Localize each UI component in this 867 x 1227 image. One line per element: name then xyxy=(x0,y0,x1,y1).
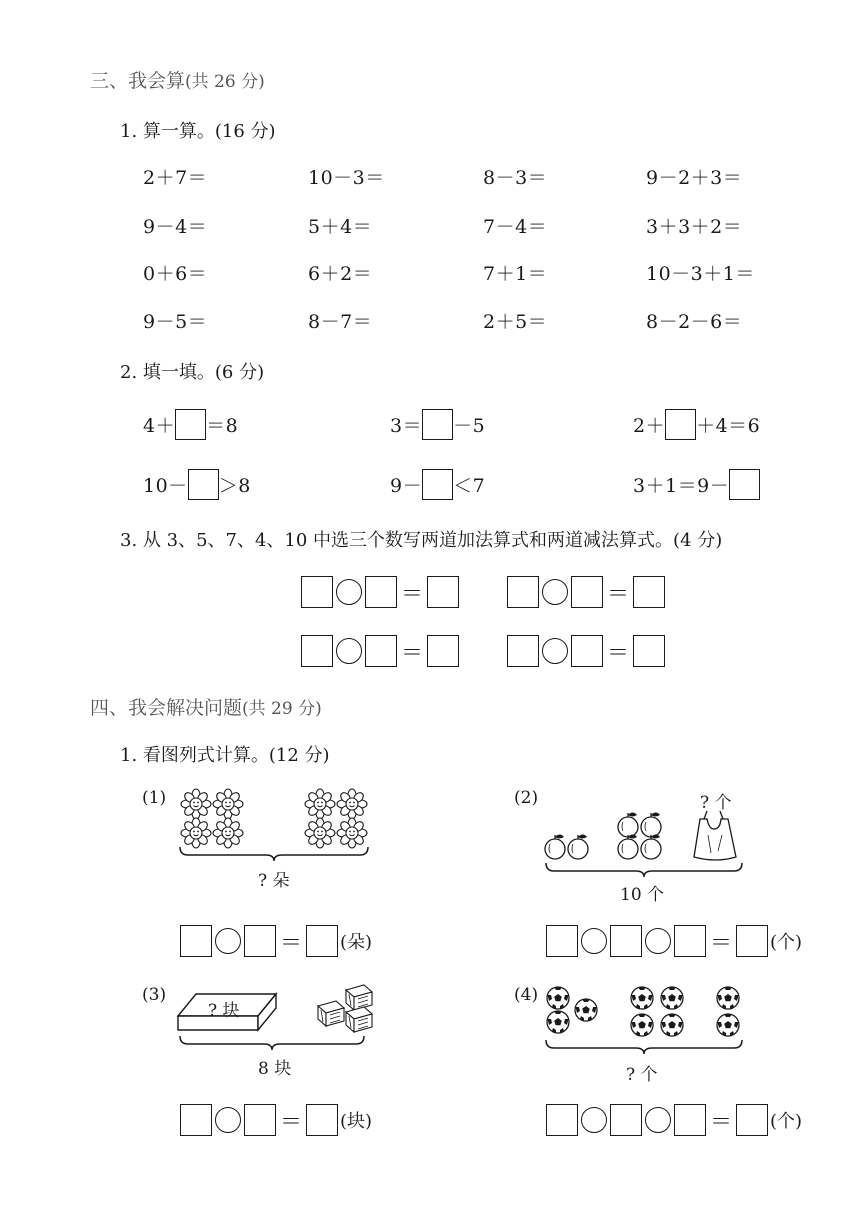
calc-problem: 9－5＝ xyxy=(143,311,208,333)
calc-problem: 10－3＋1＝ xyxy=(646,263,755,285)
answer-box[interactable] xyxy=(610,1104,642,1136)
apple-icon xyxy=(618,813,638,838)
balls-question-label: ? 个 xyxy=(626,1065,658,1085)
answer-box[interactable] xyxy=(546,1104,578,1136)
fill-item-pre: 3＝ xyxy=(390,415,423,437)
answer-box[interactable] xyxy=(729,469,760,500)
fill-item-post: ＜7 xyxy=(453,475,486,497)
problem-4-label: (4) xyxy=(514,985,539,1005)
calc-problem: 0＋6＝ xyxy=(143,263,208,285)
brace-icon xyxy=(180,847,368,861)
answer-box[interactable] xyxy=(306,925,338,957)
answer-box[interactable] xyxy=(244,1104,276,1136)
fill-item-post: ＞8 xyxy=(218,475,251,497)
q3-equation-3 xyxy=(301,635,459,667)
soccer-ball-icon xyxy=(547,1011,569,1033)
soccer-ball-icon xyxy=(661,987,683,1009)
problem-2-label: (2) xyxy=(514,788,539,808)
equals-sign: ＝ xyxy=(710,1109,733,1135)
s3-q3-title: 3. 从 3、5、7、4、10 中选三个数写两道加法算式和两道减法算式。(4 分) xyxy=(120,530,723,551)
fill-item-post: ＋4＝6 xyxy=(696,415,761,437)
fill-item-post: ＝8 xyxy=(206,415,239,437)
apples-total-label: 10 个 xyxy=(620,885,665,905)
unit-label: (块) xyxy=(340,1111,373,1132)
answer-box[interactable] xyxy=(674,1104,706,1136)
flower-icon xyxy=(213,789,243,819)
balls-illustration xyxy=(536,980,756,1060)
apple-icon xyxy=(641,813,661,838)
answer-box[interactable] xyxy=(422,409,453,440)
equals-sign: ＝ xyxy=(607,581,630,607)
answer-box[interactable] xyxy=(633,576,665,608)
flower-icon xyxy=(305,818,335,848)
answer-box[interactable] xyxy=(736,1104,768,1136)
operator-circle[interactable] xyxy=(542,638,568,664)
unit-label: (朵) xyxy=(340,932,373,953)
s3-q2-title: 2. 填一填。(6 分) xyxy=(120,362,265,383)
soccer-ball-icon xyxy=(575,999,597,1021)
problem-3-label: (3) xyxy=(142,985,167,1005)
operator-circle[interactable] xyxy=(645,1107,671,1133)
apples-illustration xyxy=(536,805,756,885)
answer-box[interactable] xyxy=(175,409,206,440)
brace-icon xyxy=(180,1036,364,1050)
apple-icon xyxy=(545,835,565,860)
calc-problem: 8－2－6＝ xyxy=(646,311,743,333)
calc-problem: 6＋2＝ xyxy=(308,263,373,285)
block-question-label: ? 块 xyxy=(208,1001,240,1021)
fill-item-pre: 3＋1＝9－ xyxy=(633,475,730,497)
section4-title: 四、我会解决问题 xyxy=(90,697,243,719)
problem-1-label: (1) xyxy=(142,788,167,808)
s3-q1-title: 1. 算一算。(16 分) xyxy=(120,121,276,142)
calc-problem: 9－2＋3＝ xyxy=(646,167,743,189)
cube-icon xyxy=(346,1007,372,1032)
apple-icon xyxy=(618,835,638,860)
answer-box[interactable] xyxy=(736,925,768,957)
operator-circle[interactable] xyxy=(581,1107,607,1133)
operator-circle[interactable] xyxy=(215,928,241,954)
calc-problem: 2＋7＝ xyxy=(143,167,208,189)
section3-score: (共 26 分) xyxy=(185,72,265,92)
q3-equation-1 xyxy=(301,576,459,608)
answer-box[interactable] xyxy=(546,925,578,957)
soccer-ball-icon xyxy=(717,987,739,1009)
soccer-ball-icon xyxy=(631,1014,653,1036)
calc-problem: 8－7＝ xyxy=(308,311,373,333)
operator-circle[interactable] xyxy=(645,928,671,954)
fill-item-3 xyxy=(633,409,760,440)
soccer-ball-icon xyxy=(717,1014,739,1036)
brace-icon xyxy=(546,863,742,877)
answer-box[interactable] xyxy=(427,576,459,608)
p4-answer-row xyxy=(546,1104,802,1136)
calc-problem: 7＋1＝ xyxy=(483,263,548,285)
operator-circle[interactable] xyxy=(336,638,362,664)
cube-icon xyxy=(318,1001,344,1026)
answer-box[interactable] xyxy=(306,1104,338,1136)
calc-problem: 3＋3＋2＝ xyxy=(646,216,743,238)
apple-icon xyxy=(641,835,661,860)
answer-box[interactable] xyxy=(571,576,603,608)
calc-problem: 2＋5＝ xyxy=(483,311,548,333)
answer-box[interactable] xyxy=(571,635,603,667)
bag-icon xyxy=(694,811,736,860)
operator-circle[interactable] xyxy=(215,1107,241,1133)
answer-box[interactable] xyxy=(188,469,219,500)
answer-box[interactable] xyxy=(633,635,665,667)
calc-problem: 5＋4＝ xyxy=(308,216,373,238)
s4-q1-title: 1. 看图列式计算。(12 分) xyxy=(120,745,330,766)
flowers-question-label: ? 朵 xyxy=(258,871,290,891)
answer-box[interactable] xyxy=(180,1104,212,1136)
answer-box[interactable] xyxy=(301,635,333,667)
unit-label: (个) xyxy=(770,1111,803,1132)
soccer-ball-icon xyxy=(547,987,569,1009)
answer-box[interactable] xyxy=(507,576,539,608)
fill-item-2 xyxy=(390,409,485,440)
flower-icon xyxy=(305,789,335,819)
answer-box[interactable] xyxy=(422,469,453,500)
operator-circle[interactable] xyxy=(336,579,362,605)
answer-box[interactable] xyxy=(674,925,706,957)
fill-item-5 xyxy=(390,469,485,500)
q3-equation-2 xyxy=(507,576,665,608)
fill-item-6 xyxy=(633,469,760,500)
soccer-ball-icon xyxy=(661,1014,683,1036)
blocks-illustration xyxy=(170,982,390,1054)
flower-icon xyxy=(213,818,243,848)
equals-sign: ＝ xyxy=(401,581,424,607)
section4-score: (共 29 分) xyxy=(242,699,322,719)
answer-box[interactable] xyxy=(244,925,276,957)
answer-box[interactable] xyxy=(665,409,696,440)
equals-sign: ＝ xyxy=(607,640,630,666)
cube-icon xyxy=(346,985,372,1010)
blocks-total-label: 8 块 xyxy=(258,1059,292,1079)
bag-question-label: ? 个 xyxy=(700,793,732,813)
operator-circle[interactable] xyxy=(581,928,607,954)
equals-sign: ＝ xyxy=(280,1109,303,1135)
fill-item-1 xyxy=(143,409,238,440)
soccer-ball-icon xyxy=(631,987,653,1009)
equals-sign: ＝ xyxy=(280,930,303,956)
answer-box[interactable] xyxy=(507,635,539,667)
q3-equation-4 xyxy=(507,635,665,667)
flower-icon xyxy=(181,818,211,848)
operator-circle[interactable] xyxy=(542,579,568,605)
answer-box[interactable] xyxy=(365,576,397,608)
answer-box[interactable] xyxy=(427,635,459,667)
flower-icon xyxy=(181,789,211,819)
fill-item-pre: 9－ xyxy=(390,475,423,497)
p1-answer-row xyxy=(180,925,372,957)
calc-problem: 10－3＝ xyxy=(308,167,385,189)
calc-problem: 9－4＝ xyxy=(143,216,208,238)
fill-item-pre: 4＋ xyxy=(143,415,176,437)
section4-heading xyxy=(90,693,322,720)
fill-item-4 xyxy=(143,469,251,500)
p3-answer-row xyxy=(180,1104,372,1136)
fill-item-post: －5 xyxy=(453,415,486,437)
fill-item-pre: 2＋ xyxy=(633,415,666,437)
calc-problem: 8－3＝ xyxy=(483,167,548,189)
equals-sign: ＝ xyxy=(401,640,424,666)
answer-box[interactable] xyxy=(180,925,212,957)
brace-icon xyxy=(546,1040,742,1054)
section3-title: 三、我会算 xyxy=(90,70,186,92)
answer-box[interactable] xyxy=(610,925,642,957)
p2-answer-row xyxy=(546,925,802,957)
answer-box[interactable] xyxy=(301,576,333,608)
section3-heading xyxy=(90,66,265,93)
flower-icon xyxy=(337,789,367,819)
answer-box[interactable] xyxy=(365,635,397,667)
unit-label: (个) xyxy=(770,932,803,953)
flower-icon xyxy=(337,818,367,848)
equals-sign: ＝ xyxy=(710,930,733,956)
apple-icon xyxy=(568,835,588,860)
calc-problem: 7－4＝ xyxy=(483,216,548,238)
fill-item-pre: 10－ xyxy=(143,475,188,497)
